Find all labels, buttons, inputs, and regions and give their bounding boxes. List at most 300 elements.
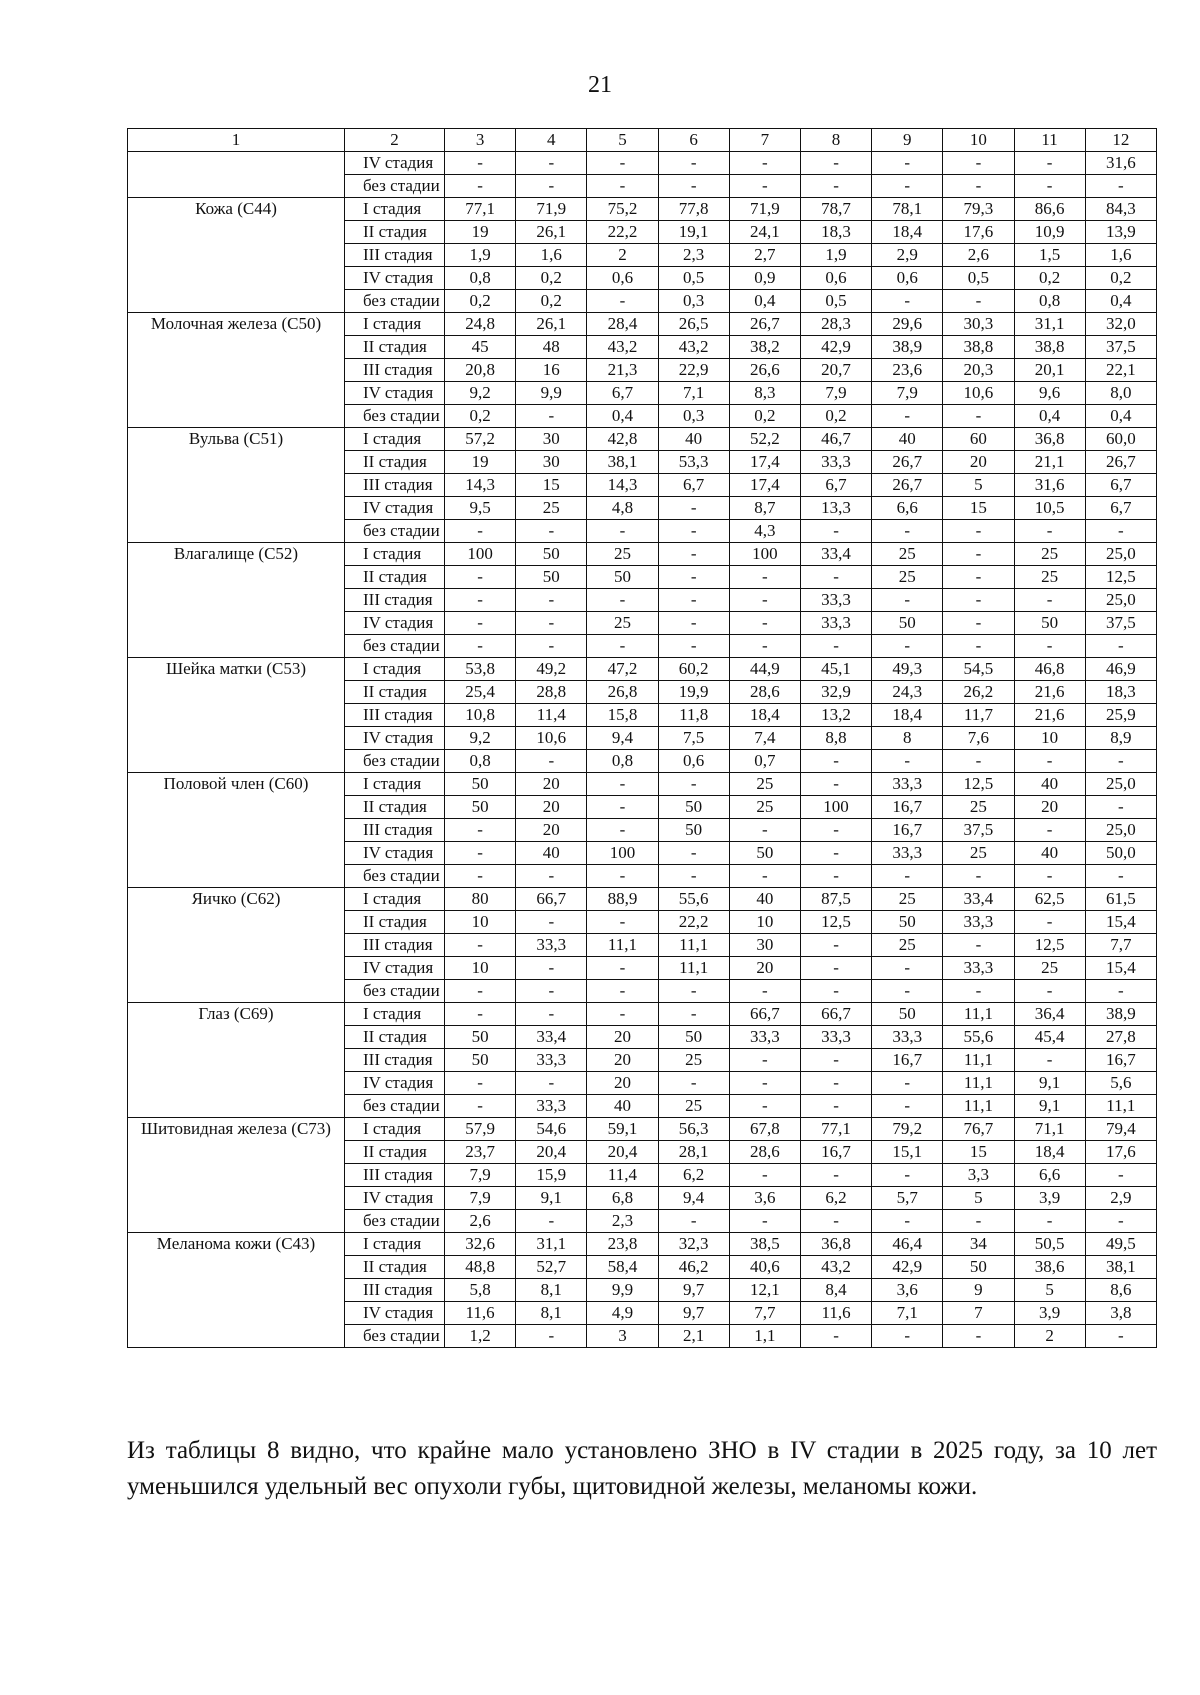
value-cell: 50,0 (1085, 842, 1156, 865)
value-cell: 0,2 (516, 290, 587, 313)
column-header: 5 (587, 129, 658, 152)
value-cell: - (800, 980, 871, 1003)
stage-cell: III стадия (345, 1164, 445, 1187)
value-cell: 50,5 (1014, 1233, 1085, 1256)
stage-cell: I стадия (345, 543, 445, 566)
value-cell: 25 (872, 888, 943, 911)
value-cell: 18,4 (1014, 1141, 1085, 1164)
value-cell: 4,8 (587, 497, 658, 520)
value-cell: - (1014, 1210, 1085, 1233)
value-cell: - (872, 152, 943, 175)
value-cell: 20 (587, 1072, 658, 1095)
value-cell: - (1085, 1325, 1156, 1348)
value-cell: 0,5 (943, 267, 1014, 290)
value-cell: - (800, 635, 871, 658)
value-cell: 42,9 (872, 1256, 943, 1279)
value-cell: 11,6 (445, 1302, 516, 1325)
value-cell: 11,8 (658, 704, 729, 727)
stage-cell: IV стадия (345, 1072, 445, 1095)
value-cell: - (800, 566, 871, 589)
value-cell: 11,4 (516, 704, 587, 727)
value-cell: 31,6 (1014, 474, 1085, 497)
value-cell: - (943, 612, 1014, 635)
value-cell: 13,3 (800, 497, 871, 520)
stage-cell: II стадия (345, 1256, 445, 1279)
stage-cell: III стадия (345, 1049, 445, 1072)
value-cell: 0,4 (1085, 405, 1156, 428)
value-cell: 1,1 (729, 1325, 800, 1348)
value-cell: - (516, 520, 587, 543)
value-cell: - (658, 635, 729, 658)
stage-cell: без стадии (345, 750, 445, 773)
value-cell: 38,5 (729, 1233, 800, 1256)
value-cell: 8,6 (1085, 1279, 1156, 1302)
value-cell: - (943, 1325, 1014, 1348)
column-header: 6 (658, 129, 729, 152)
value-cell: 0,5 (658, 267, 729, 290)
value-cell: - (943, 1210, 1014, 1233)
value-cell: - (872, 750, 943, 773)
value-cell: - (1085, 796, 1156, 819)
value-cell: 44,9 (729, 658, 800, 681)
value-cell: 20,4 (587, 1141, 658, 1164)
value-cell: - (587, 152, 658, 175)
value-cell: 50 (516, 543, 587, 566)
value-cell: 3,3 (943, 1164, 1014, 1187)
value-cell: 52,2 (729, 428, 800, 451)
value-cell: 66,7 (516, 888, 587, 911)
stage-cell: I стадия (345, 888, 445, 911)
value-cell: 36,8 (1014, 428, 1085, 451)
value-cell: 32,9 (800, 681, 871, 704)
value-cell: 20 (516, 773, 587, 796)
value-cell: - (729, 1210, 800, 1233)
table-row (128, 888, 1157, 911)
column-header: 10 (943, 129, 1014, 152)
value-cell: 26,7 (1085, 451, 1156, 474)
value-cell: - (1085, 520, 1156, 543)
value-cell: 6,6 (872, 497, 943, 520)
value-cell: 50 (943, 1256, 1014, 1279)
value-cell: - (872, 1325, 943, 1348)
value-cell: - (1085, 635, 1156, 658)
value-cell: 25 (729, 796, 800, 819)
value-cell: 2,3 (658, 244, 729, 267)
value-cell: 56,3 (658, 1118, 729, 1141)
value-cell: 25,4 (445, 681, 516, 704)
value-cell: 71,9 (516, 198, 587, 221)
value-cell: 20,4 (516, 1141, 587, 1164)
value-cell: 5 (943, 474, 1014, 497)
value-cell: - (1014, 520, 1085, 543)
stage-cell: без стадии (345, 405, 445, 428)
stage-cell: III стадия (345, 589, 445, 612)
value-cell: 7,5 (658, 727, 729, 750)
value-cell: 9 (943, 1279, 1014, 1302)
value-cell: 50 (445, 1049, 516, 1072)
value-cell: 46,7 (800, 428, 871, 451)
column-header: 12 (1085, 129, 1156, 152)
stage-cell: II стадия (345, 796, 445, 819)
stage-distribution-table (127, 128, 1157, 1348)
value-cell: 0,2 (445, 405, 516, 428)
value-cell: - (800, 152, 871, 175)
value-cell: 15,4 (1085, 957, 1156, 980)
value-cell: - (943, 635, 1014, 658)
value-cell: 40,6 (729, 1256, 800, 1279)
value-cell: 17,4 (729, 474, 800, 497)
value-cell: 17,6 (1085, 1141, 1156, 1164)
value-cell: 25,9 (1085, 704, 1156, 727)
value-cell: 3 (587, 1325, 658, 1348)
value-cell: 2,1 (658, 1325, 729, 1348)
value-cell: 33,4 (516, 1026, 587, 1049)
site-cell: Шейка матки (С53) (128, 658, 345, 773)
value-cell: 19,1 (658, 221, 729, 244)
value-cell: - (1085, 980, 1156, 1003)
table-header-row (128, 129, 1157, 152)
column-header: 4 (516, 129, 587, 152)
value-cell: - (516, 635, 587, 658)
value-cell: - (1014, 980, 1085, 1003)
value-cell: 0,2 (729, 405, 800, 428)
value-cell: 5,8 (445, 1279, 516, 1302)
value-cell: 79,2 (872, 1118, 943, 1141)
value-cell: 50 (445, 796, 516, 819)
value-cell: 9,4 (587, 727, 658, 750)
value-cell: - (800, 1210, 871, 1233)
stage-cell: IV стадия (345, 497, 445, 520)
value-cell: 8,8 (800, 727, 871, 750)
value-cell: 12,5 (1085, 566, 1156, 589)
value-cell: - (729, 980, 800, 1003)
stage-cell: IV стадия (345, 612, 445, 635)
value-cell: - (943, 520, 1014, 543)
value-cell: 5,7 (872, 1187, 943, 1210)
value-cell: - (1014, 589, 1085, 612)
value-cell: 2,3 (587, 1210, 658, 1233)
value-cell: 0,6 (872, 267, 943, 290)
value-cell: 38,1 (587, 451, 658, 474)
value-cell: - (658, 1072, 729, 1095)
value-cell: 9,1 (516, 1187, 587, 1210)
value-cell: 48 (516, 336, 587, 359)
value-cell: 24,8 (445, 313, 516, 336)
column-header: 2 (345, 129, 445, 152)
value-cell: 77,1 (445, 198, 516, 221)
value-cell: 28,1 (658, 1141, 729, 1164)
value-cell: - (516, 1210, 587, 1233)
table-row (128, 658, 1157, 681)
value-cell: 0,4 (729, 290, 800, 313)
value-cell: 50 (1014, 612, 1085, 635)
value-cell: 20 (729, 957, 800, 980)
value-cell: 7,9 (872, 382, 943, 405)
value-cell: 22,2 (587, 221, 658, 244)
value-cell: - (658, 589, 729, 612)
value-cell: 4,3 (729, 520, 800, 543)
value-cell: 30 (729, 934, 800, 957)
stage-cell: II стадия (345, 336, 445, 359)
value-cell: - (872, 865, 943, 888)
value-cell: - (445, 1095, 516, 1118)
value-cell: - (658, 175, 729, 198)
value-cell: 4,9 (587, 1302, 658, 1325)
value-cell: - (800, 1325, 871, 1348)
value-cell: - (587, 865, 658, 888)
value-cell: 78,1 (872, 198, 943, 221)
value-cell: - (658, 152, 729, 175)
value-cell: - (1014, 865, 1085, 888)
value-cell: 9,6 (1014, 382, 1085, 405)
value-cell: - (729, 1072, 800, 1095)
value-cell: 57,9 (445, 1118, 516, 1141)
value-cell: - (943, 566, 1014, 589)
value-cell: 71,1 (1014, 1118, 1085, 1141)
column-header: 9 (872, 129, 943, 152)
value-cell: 36,4 (1014, 1003, 1085, 1026)
value-cell: 38,6 (1014, 1256, 1085, 1279)
value-cell: 0,7 (729, 750, 800, 773)
value-cell: - (516, 750, 587, 773)
value-cell: 32,6 (445, 1233, 516, 1256)
value-cell: - (658, 773, 729, 796)
value-cell: 36,8 (800, 1233, 871, 1256)
stage-cell: I стадия (345, 428, 445, 451)
value-cell: 12,5 (800, 911, 871, 934)
value-cell: 25 (943, 796, 1014, 819)
stage-cell: I стадия (345, 1003, 445, 1026)
value-cell: - (872, 980, 943, 1003)
value-cell: 9,1 (1014, 1095, 1085, 1118)
value-cell: 10 (445, 911, 516, 934)
value-cell: - (445, 589, 516, 612)
value-cell: 20 (587, 1026, 658, 1049)
value-cell: 33,3 (943, 957, 1014, 980)
site-cell: Половой член (С60) (128, 773, 345, 888)
value-cell: 0,8 (587, 750, 658, 773)
value-cell: 11,1 (587, 934, 658, 957)
stage-cell: без стадии (345, 1095, 445, 1118)
value-cell: - (587, 290, 658, 313)
stage-cell: IV стадия (345, 267, 445, 290)
value-cell: - (1014, 152, 1085, 175)
value-cell: 26,5 (658, 313, 729, 336)
value-cell: 11,1 (943, 1072, 1014, 1095)
value-cell: 45 (445, 336, 516, 359)
stage-cell: III стадия (345, 244, 445, 267)
value-cell: 25,0 (1085, 543, 1156, 566)
value-cell: - (1085, 865, 1156, 888)
value-cell: 37,5 (1085, 612, 1156, 635)
value-cell: 38,8 (943, 336, 1014, 359)
value-cell: - (729, 589, 800, 612)
table-row (128, 313, 1157, 336)
site-cell (128, 152, 345, 198)
value-cell: - (1014, 750, 1085, 773)
value-cell: 21,3 (587, 359, 658, 382)
value-cell: 33,3 (729, 1026, 800, 1049)
value-cell: - (729, 1049, 800, 1072)
value-cell: 21,6 (1014, 704, 1085, 727)
value-cell: - (872, 635, 943, 658)
value-cell: - (658, 1003, 729, 1026)
value-cell: 12,1 (729, 1279, 800, 1302)
value-cell: - (587, 589, 658, 612)
value-cell: 20 (943, 451, 1014, 474)
value-cell: 0,4 (1014, 405, 1085, 428)
value-cell: - (516, 1003, 587, 1026)
value-cell: 10 (445, 957, 516, 980)
value-cell: 38,8 (1014, 336, 1085, 359)
value-cell: - (587, 796, 658, 819)
value-cell: 17,4 (729, 451, 800, 474)
value-cell: 33,3 (800, 1026, 871, 1049)
value-cell: 33,3 (800, 612, 871, 635)
value-cell: - (872, 1072, 943, 1095)
value-cell: 16,7 (872, 819, 943, 842)
value-cell: 67,8 (729, 1118, 800, 1141)
value-cell: 26,7 (872, 451, 943, 474)
value-cell: 100 (729, 543, 800, 566)
value-cell: 40 (516, 842, 587, 865)
value-cell: - (658, 543, 729, 566)
value-cell: 40 (587, 1095, 658, 1118)
table-row (128, 1118, 1157, 1141)
value-cell: 25,0 (1085, 589, 1156, 612)
value-cell: 0,6 (658, 750, 729, 773)
value-cell: 7,9 (445, 1187, 516, 1210)
value-cell: 30,3 (943, 313, 1014, 336)
value-cell: - (516, 175, 587, 198)
value-cell: 11,1 (658, 934, 729, 957)
value-cell: - (445, 1072, 516, 1095)
value-cell: 15,4 (1085, 911, 1156, 934)
value-cell: 16,7 (800, 1141, 871, 1164)
value-cell: - (658, 865, 729, 888)
value-cell: - (516, 865, 587, 888)
column-header: 1 (128, 129, 345, 152)
value-cell: 38,2 (729, 336, 800, 359)
value-cell: 9,9 (587, 1279, 658, 1302)
value-cell: 15,8 (587, 704, 658, 727)
value-cell: 31,1 (1014, 313, 1085, 336)
value-cell: 49,5 (1085, 1233, 1156, 1256)
value-cell: 25 (872, 543, 943, 566)
value-cell: 15 (943, 497, 1014, 520)
value-cell: 0,2 (516, 267, 587, 290)
value-cell: 8,7 (729, 497, 800, 520)
value-cell: 26,1 (516, 221, 587, 244)
value-cell: - (445, 980, 516, 1003)
value-cell: 7,9 (445, 1164, 516, 1187)
value-cell: - (516, 152, 587, 175)
value-cell: 1,6 (1085, 244, 1156, 267)
value-cell: 58,4 (587, 1256, 658, 1279)
value-cell: 6,7 (800, 474, 871, 497)
value-cell: 66,7 (800, 1003, 871, 1026)
stage-cell: IV стадия (345, 842, 445, 865)
value-cell: 100 (587, 842, 658, 865)
value-cell: 43,2 (587, 336, 658, 359)
value-cell: 7,4 (729, 727, 800, 750)
value-cell: 13,2 (800, 704, 871, 727)
value-cell: - (729, 635, 800, 658)
value-cell: 50 (445, 1026, 516, 1049)
value-cell: - (445, 612, 516, 635)
stage-cell: IV стадия (345, 1187, 445, 1210)
value-cell: - (943, 543, 1014, 566)
page-number: 21 (588, 72, 612, 98)
value-cell: 21,6 (1014, 681, 1085, 704)
value-cell: 32,0 (1085, 313, 1156, 336)
value-cell: 0,4 (1085, 290, 1156, 313)
value-cell: 42,9 (800, 336, 871, 359)
value-cell: 100 (800, 796, 871, 819)
value-cell: - (872, 957, 943, 980)
value-cell: 14,3 (587, 474, 658, 497)
value-cell: 24,3 (872, 681, 943, 704)
value-cell: - (587, 819, 658, 842)
value-cell: 25 (1014, 566, 1085, 589)
table-row (128, 1233, 1157, 1256)
value-cell: - (445, 865, 516, 888)
stage-cell: I стадия (345, 1233, 445, 1256)
value-cell: 38,9 (1085, 1003, 1156, 1026)
value-cell: 55,6 (658, 888, 729, 911)
value-cell: 7,1 (658, 382, 729, 405)
value-cell: 7,9 (800, 382, 871, 405)
value-cell: 18,3 (1085, 681, 1156, 704)
value-cell: 31,1 (516, 1233, 587, 1256)
value-cell: - (658, 1210, 729, 1233)
value-cell: 11,4 (587, 1164, 658, 1187)
value-cell: 33,3 (872, 1026, 943, 1049)
value-cell: 28,6 (729, 681, 800, 704)
value-cell: 20,8 (445, 359, 516, 382)
value-cell: 54,6 (516, 1118, 587, 1141)
value-cell: 3,9 (1014, 1302, 1085, 1325)
value-cell: 10 (1014, 727, 1085, 750)
value-cell: 61,5 (1085, 888, 1156, 911)
value-cell: - (587, 1003, 658, 1026)
value-cell: 60,2 (658, 658, 729, 681)
value-cell: 19 (445, 451, 516, 474)
value-cell: 25 (943, 842, 1014, 865)
stage-cell: I стадия (345, 198, 445, 221)
value-cell: 13,9 (1085, 221, 1156, 244)
stage-cell: II стадия (345, 1141, 445, 1164)
column-header: 3 (445, 129, 516, 152)
value-cell: 8,1 (516, 1279, 587, 1302)
value-cell: - (1085, 1210, 1156, 1233)
stage-cell: II стадия (345, 1026, 445, 1049)
value-cell: 33,4 (943, 888, 1014, 911)
value-cell: 9,7 (658, 1279, 729, 1302)
value-cell: 15 (516, 474, 587, 497)
value-cell: 80 (445, 888, 516, 911)
value-cell: - (943, 980, 1014, 1003)
value-cell: - (800, 957, 871, 980)
value-cell: 9,4 (658, 1187, 729, 1210)
value-cell: 40 (1014, 842, 1085, 865)
value-cell: 15 (943, 1141, 1014, 1164)
value-cell: 16,7 (872, 1049, 943, 1072)
value-cell: 25 (516, 497, 587, 520)
value-cell: 7 (943, 1302, 1014, 1325)
value-cell: 22,1 (1085, 359, 1156, 382)
column-header: 7 (729, 129, 800, 152)
